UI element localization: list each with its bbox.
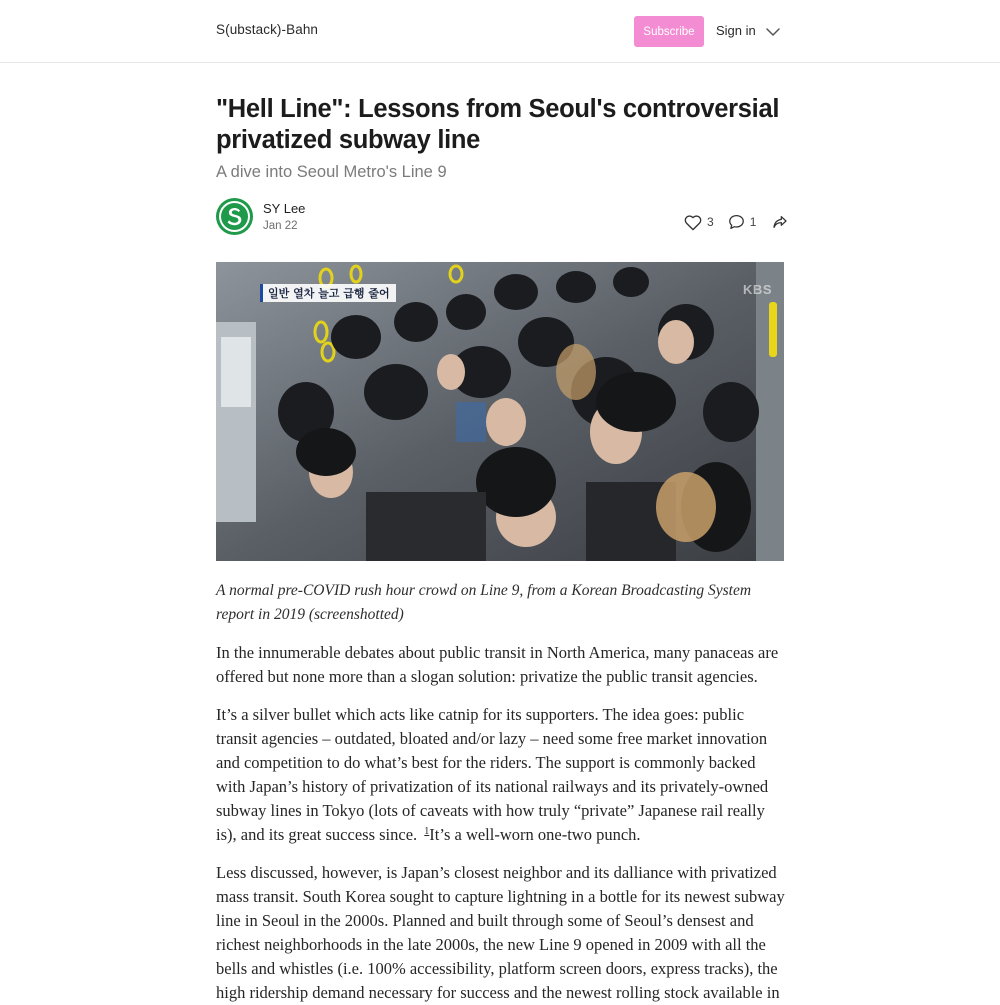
- kbs-watermark: KBS: [743, 282, 772, 297]
- share-button[interactable]: [772, 214, 788, 230]
- footnote-link[interactable]: 1: [424, 825, 430, 837]
- body-paragraph-2-text: It’s a silver bullet which acts like catnip for its supporters. The idea goes: public transit agencies – outdated, bloated and/or lazy – need some free market innovation and competition to do what’s best for the riders. The support is commonly backed with Japan’s history of privatization of its national railways and its privately-owned subway lines in Tokyo (lots of caveats with how truly “private” Japanese rail really is), and its great success since.: [216, 705, 769, 844]
- crowded-subway-photo: [216, 262, 784, 561]
- post-actions: [684, 212, 788, 232]
- publication-name-link[interactable]: S(ubstack)-Bahn: [216, 22, 319, 37]
- sign-in-link[interactable]: Sign in: [716, 23, 756, 38]
- body-paragraph-2-tail: It’s a well-worn one-two punch.: [429, 825, 641, 844]
- body-paragraph-1: In the innumerable debates about public transit in North America, many panaceas are offered but none more than a slogan solution: privatize the public transit agencies.: [216, 643, 779, 686]
- post-date: Jan 22: [263, 220, 298, 232]
- comment-button[interactable]: [728, 214, 757, 230]
- image-caption: A normal pre-COVID rush hour crowd on Line 9, from a Korean Broadcasting System report in 2019 (screenshotted): [216, 582, 752, 623]
- top-navigation-bar: [0, 0, 1000, 63]
- chevron-down-icon[interactable]: [765, 24, 781, 40]
- heart-icon: [684, 214, 702, 231]
- post-title: "Hell Line": Lessons from Seoul's controversial privatized subway line: [216, 95, 780, 154]
- comment-count: 1: [749, 215, 757, 229]
- share-icon: [772, 214, 788, 230]
- post-subtitle: A dive into Seoul Metro's Line 9: [216, 163, 447, 181]
- broadcast-caption-overlay: 일반 열차 늘고 급행 줄어: [260, 284, 396, 302]
- body-paragraph-3: Less discussed, however, is Japan’s closest neighbor and its dalliance with privatized mass transit. South Korea sought to capture lightning in a bottle for its newest subway line in Seoul in the 2000s. Planned and built through some of Seoul’s densest and richest neighborhoods in the late 2000s, the new Line 9 opened in 2009 with all the bells and whistles (i.e. 100% accessibility, platform screen doors, express tracks), the high ridership demand necessary for success and the newest rolling stock available in: [216, 863, 785, 1002]
- like-button[interactable]: [684, 214, 714, 231]
- s-bahn-logo-icon[interactable]: [216, 198, 253, 235]
- body-paragraph-2: [216, 703, 786, 847]
- author-name-link[interactable]: SY Lee: [263, 201, 306, 216]
- subscribe-button[interactable]: Subscribe: [634, 16, 704, 47]
- hero-image[interactable]: [216, 262, 784, 561]
- like-count: 3: [707, 215, 714, 229]
- comment-icon: [728, 214, 745, 230]
